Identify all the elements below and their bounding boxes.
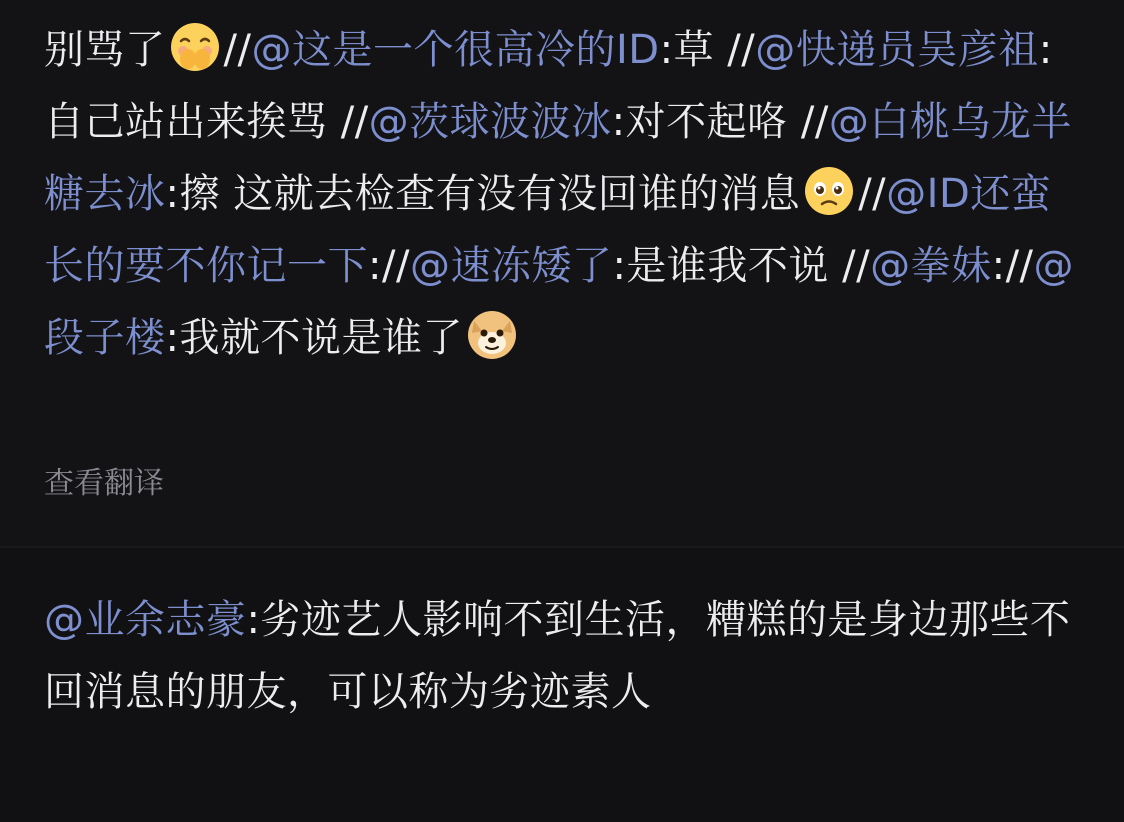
user-mention-link[interactable]: @茨球波波冰 <box>368 99 612 145</box>
reply-text <box>44 584 1084 728</box>
user-mention-link[interactable]: @快递员吴彦祖 <box>755 27 1039 73</box>
repost-separator: // <box>381 243 410 289</box>
doge-emoji <box>466 309 518 361</box>
repost-separator: // <box>727 27 756 73</box>
user-mention-link[interactable]: @这是一个很高冷的ID <box>251 27 660 73</box>
covering-mouth-emoji <box>169 21 221 73</box>
repost-separator: // <box>223 27 252 73</box>
comment-text: 别骂了 <box>44 27 166 73</box>
comment-text: :草 <box>659 27 728 73</box>
repost-chain-text <box>44 14 1084 374</box>
repost-separator: // <box>340 99 369 145</box>
user-mention-link[interactable]: @拳妹 <box>870 243 992 289</box>
repost-separator: // <box>858 171 887 217</box>
user-mention-link[interactable]: @白桃乌龙半糖去冰 <box>44 99 1072 217</box>
user-mention-link[interactable]: @业余志豪 <box>44 597 247 643</box>
repost-separator: // <box>842 243 871 289</box>
comment-text: :对不起咯 <box>611 99 801 145</box>
comment-text: : <box>368 243 382 289</box>
view-translation-link[interactable]: 查看翻译 <box>44 466 164 501</box>
user-mention-link[interactable]: @速冻矮了 <box>409 243 613 289</box>
user-mention-link[interactable]: @段子楼 <box>44 243 1075 361</box>
comment-text: :是谁我不说 <box>612 243 843 289</box>
comment-text: : <box>991 243 1006 289</box>
comment-text: :自己站出来挨骂 <box>44 27 1053 145</box>
reply-card <box>0 548 1124 822</box>
comment-text: :擦 这就去检查有没有没回谁的消息 <box>165 171 801 217</box>
pleading-face-emoji <box>803 165 855 217</box>
repost-separator: // <box>800 99 829 145</box>
repost-separator: // <box>1005 243 1034 289</box>
user-mention-link[interactable]: @ID还蛮长的要不你记一下 <box>44 171 1052 289</box>
comment-text: :劣迹艺人影响不到生活，糟糕的是身边那些不回消息的朋友，可以称为劣迹素人 <box>44 597 1071 715</box>
comment-text: :我就不说是谁了 <box>165 315 463 361</box>
